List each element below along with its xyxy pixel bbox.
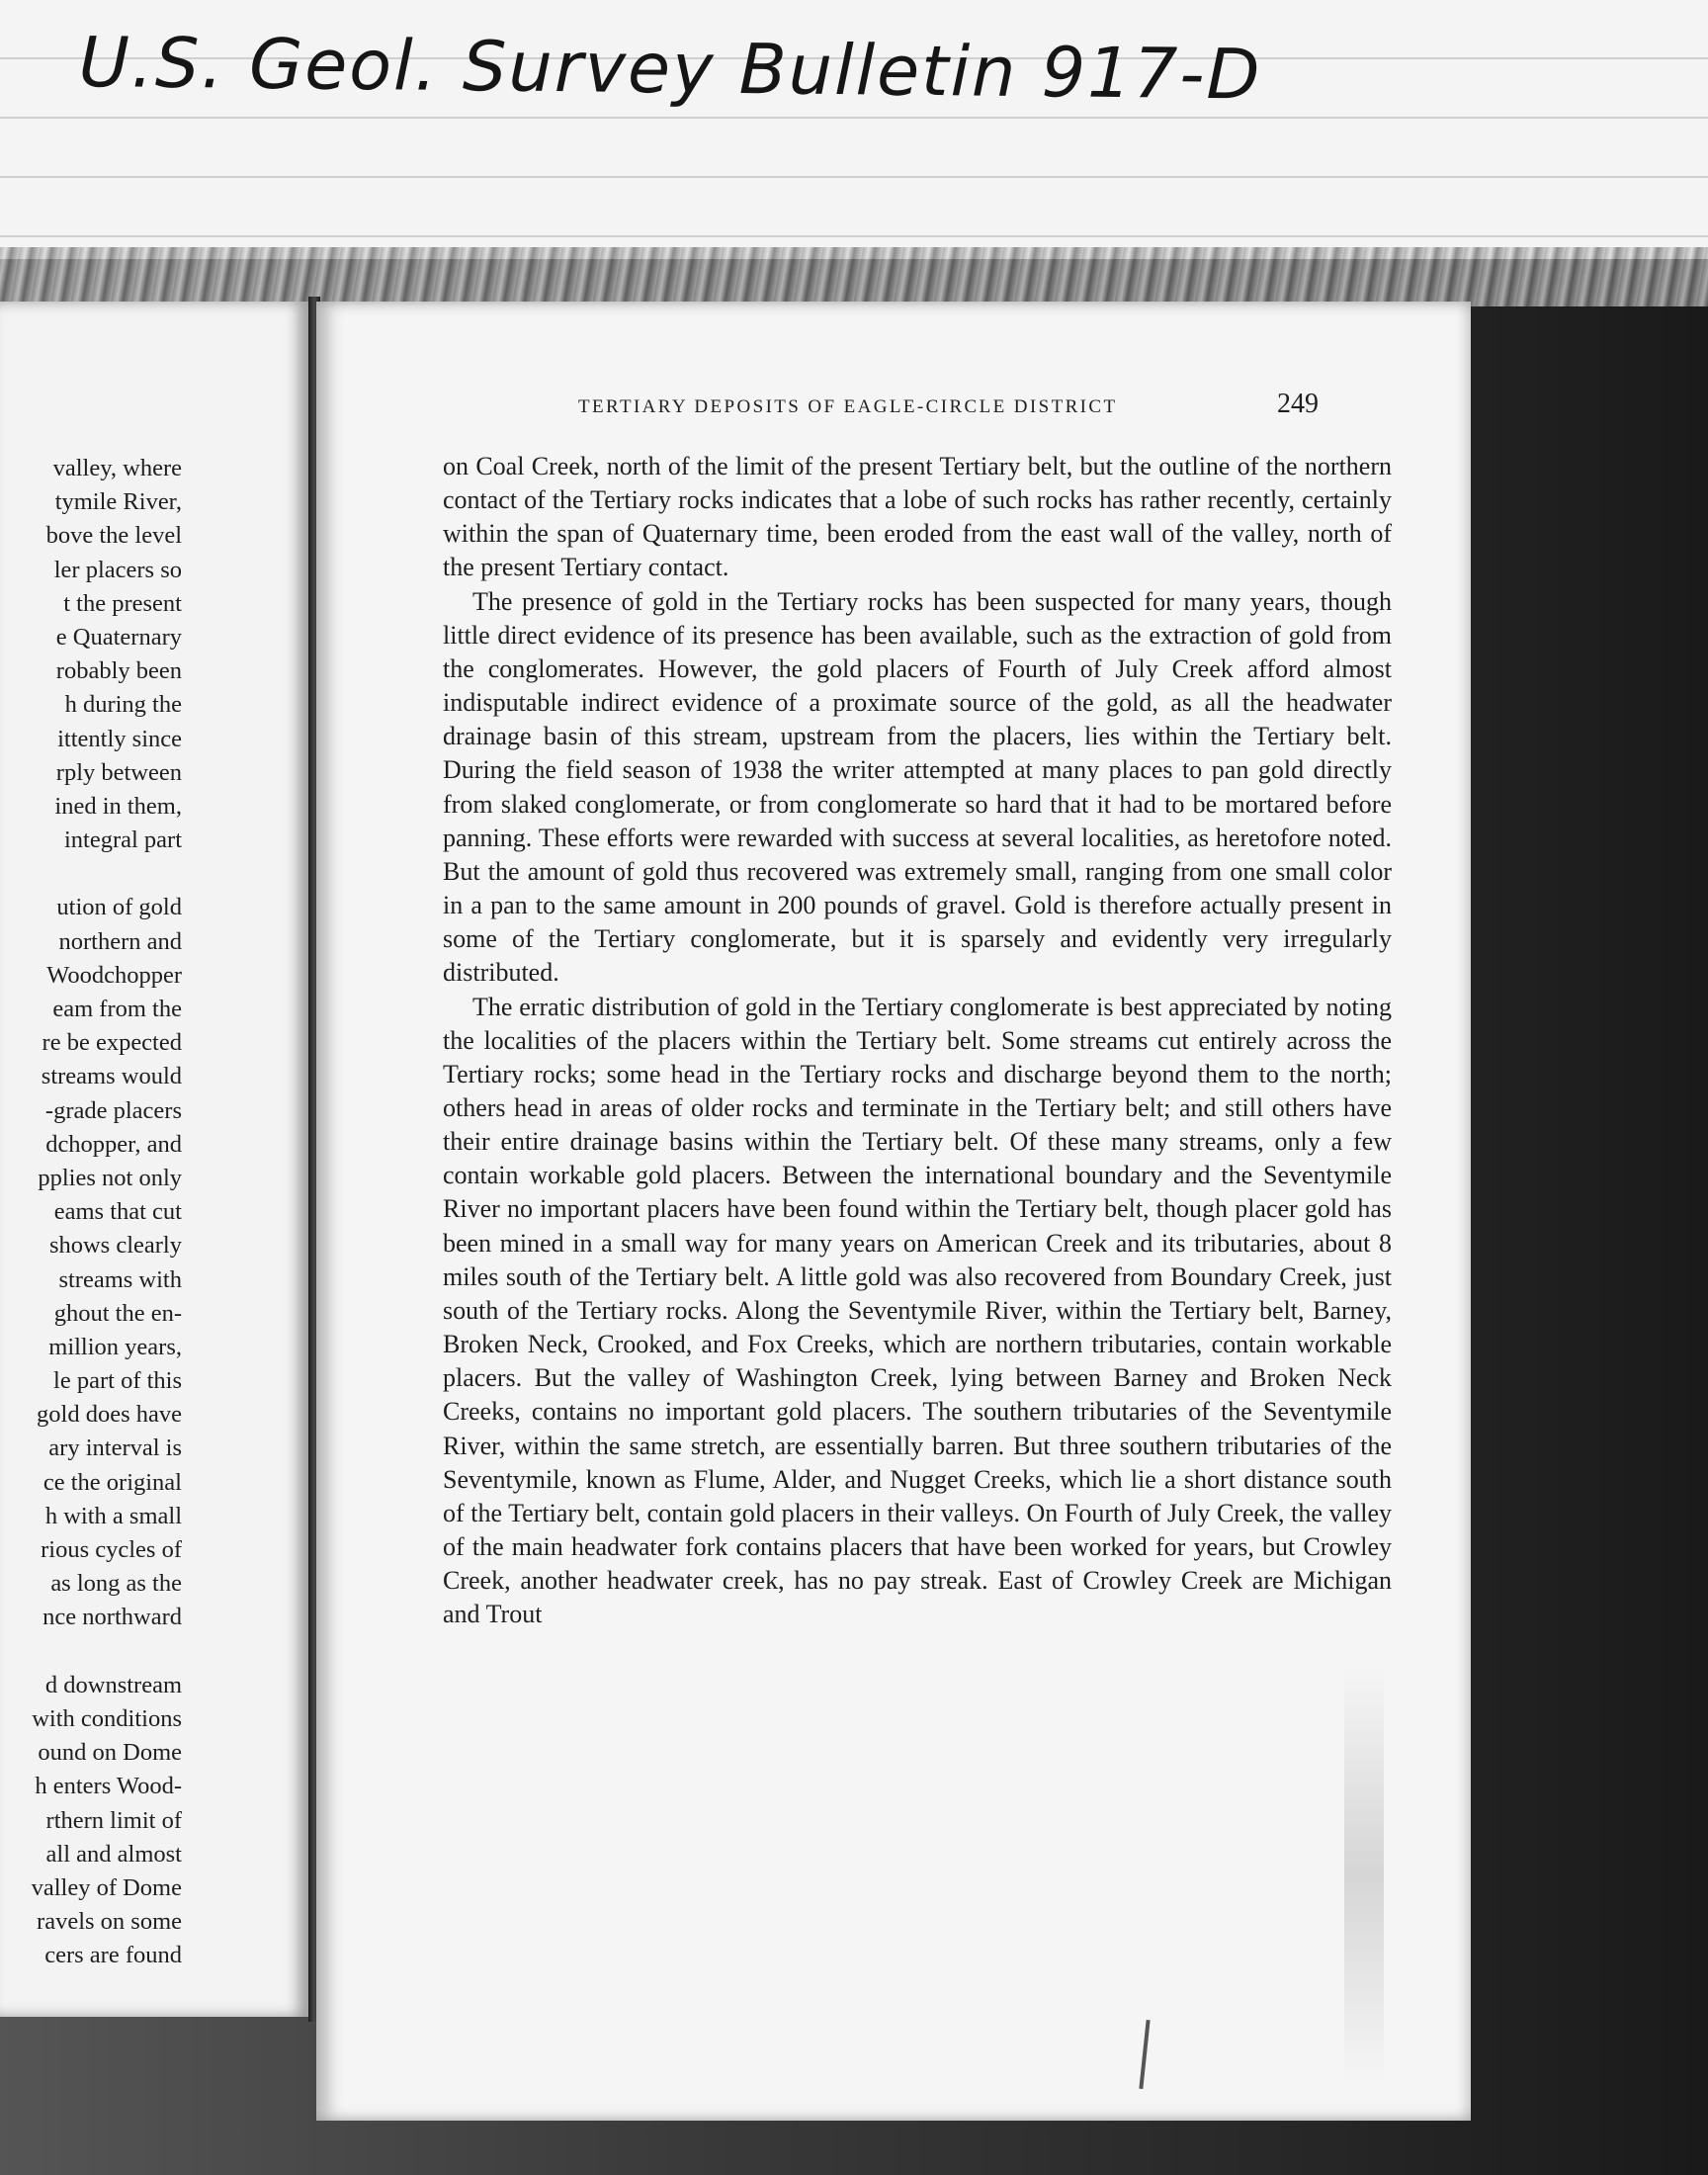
left-line: t the present: [63, 589, 182, 617]
left-line: ittently since: [57, 725, 182, 752]
left-line: ution of gold: [56, 894, 182, 921]
left-line: cers are found: [44, 1942, 182, 1969]
paragraph: The presence of gold in the Tertiary rocks has been suspected for many years, though little direct evidence of its presence has been available, such as the extraction of gold from the conglomerates. However, the gold placers of Fourth of July Creek afford almost indisputable indirect evidence of a proximate source of the gold, as all the headwater drainage basin of this stream, upstream from the placers, lies within the Tertiary belt. During the field season of 1938 the writer attempted at many places to pan gold directly from slaked conglomerate, or from conglomerate so hard that it had to be mortared before panning. These efforts were rewarded with success at several localities, as heretofore noted. But the amount of gold thus recovered was extremely small, ranging from one small color in a pan to the same amount in 200 pounds of gravel. Gold is therefore actually present in some of the Tertiary conglomerate, but it is sparsely and evidently very irregularly distributed.: [443, 586, 1392, 988]
paragraph: on Coal Creek, north of the limit of the present Tertiary belt, but the outline of the northern contact of the Tertiary rocks indicates that a lobe of such rocks has rather recently, certainly within the span of Quaternary time, been eroded from the east wall of the valley, north of the present Tertiary contact.: [443, 452, 1392, 582]
left-line: le part of this: [53, 1367, 182, 1395]
page-number: 249: [1277, 389, 1319, 419]
left-line: tymile River,: [54, 488, 182, 516]
scan-smudge: [1344, 1666, 1384, 2081]
left-page: [0, 302, 308, 2017]
left-line: ghout the en-: [53, 1299, 182, 1327]
left-line: valley of Dome: [31, 1873, 182, 1901]
left-line: gold does have: [37, 1401, 182, 1429]
left-page-fragments: [32, 452, 182, 1972]
left-line: -grade placers: [44, 1096, 182, 1124]
left-line: ined in them,: [54, 792, 182, 820]
left-line: rthern limit of: [45, 1806, 182, 1834]
left-line: streams would: [41, 1063, 182, 1090]
left-line: shows clearly: [48, 1232, 182, 1260]
left-line: valley, where: [52, 455, 182, 481]
paragraph-gap: [32, 1635, 182, 1669]
paragraph-gap: [32, 857, 182, 891]
running-head: TERTIARY DEPOSITS OF EAGLE-CIRCLE DISTRICT: [578, 396, 1118, 417]
left-line: nce northward: [43, 1604, 182, 1631]
left-line: h enters Wood-: [35, 1773, 182, 1800]
left-line: rply between: [55, 758, 182, 786]
left-line: Woodchopper: [46, 961, 182, 989]
left-line: robably been: [55, 657, 182, 685]
left-line: million years,: [48, 1333, 182, 1360]
body-text: [443, 450, 1392, 1631]
left-line: re be expected: [42, 1029, 182, 1057]
left-line: ce the original: [43, 1468, 182, 1496]
handwritten-note: U.S. Geol. Survey Bulletin 917-D: [78, 22, 1262, 116]
left-line: integral part: [63, 826, 182, 854]
paragraph: The erratic distribution of gold in the Tertiary conglomerate is best appreciated by noting the localities of the placers within the Tertiary belt. Some streams cut entirely across the Tertiary rocks; some head in the Tertiary rocks and discharge beyond them to the north; others head in areas of older rocks and terminate in the Tertiary belt; and still others have their entire drainage basins within the Tertiary belt. Of these many streams, only a few contain workable gold placers. Between the international boundary and the Seventymile River no important placers have been found within the Tertiary belt, though placer gold has been mined in a small way for many years on American Creek and its tributaries, about 8 miles south of the Tertiary belt. A little gold was also recovered from Boundary Creek, just south of the Tertiary rocks. Along the Seventymile River, within the Tertiary belt, Barney, Broken Neck, Crooked, and Fox Creeks, which are northern tributaries, contain workable placers. But the valley of Washington Creek, lying between Barney and Broken Neck Creeks, contains no important gold placers. The southern tributaries of the Seventymile River, within the same stretch, are essentially barren. But three southern tributaries of the Seventymile, known as Flume, Alder, and Nugget Creeks, which lie a short distance south of the Tertiary belt, contain gold placers in their valleys. On Fourth of July Creek, the valley of the main headwater fork contains placers that have been worked for years, but Crowley Creek, another headwater creek, has no pay streak. East of Crowley Creek are Michigan and Trout: [443, 992, 1392, 1629]
torn-paper-edge: [0, 247, 1708, 306]
main-page: [316, 302, 1471, 2121]
left-line: all and almost: [45, 1840, 182, 1868]
left-line: ler placers so: [53, 556, 182, 583]
left-line: with conditions: [32, 1704, 182, 1732]
left-line: rious cycles of: [41, 1536, 182, 1563]
left-line: northern and: [58, 927, 182, 955]
left-line: pplies not only: [38, 1164, 182, 1191]
left-line: h during the: [64, 691, 182, 719]
left-line: as long as the: [50, 1570, 182, 1598]
left-line: d downstream: [44, 1671, 182, 1698]
left-line: h with a small: [44, 1502, 182, 1529]
left-line: streams with: [58, 1265, 182, 1293]
left-line: eams that cut: [53, 1198, 182, 1226]
left-line: ary interval is: [48, 1435, 182, 1462]
left-line: dchopper, and: [45, 1130, 182, 1158]
pencil-mark: [1139, 2020, 1150, 2089]
left-line: bove the level: [45, 522, 182, 550]
left-line: ravels on some: [37, 1908, 182, 1936]
left-line: e Quaternary: [55, 623, 182, 651]
left-line: eam from the: [52, 996, 182, 1022]
left-line: ound on Dome: [38, 1739, 182, 1767]
